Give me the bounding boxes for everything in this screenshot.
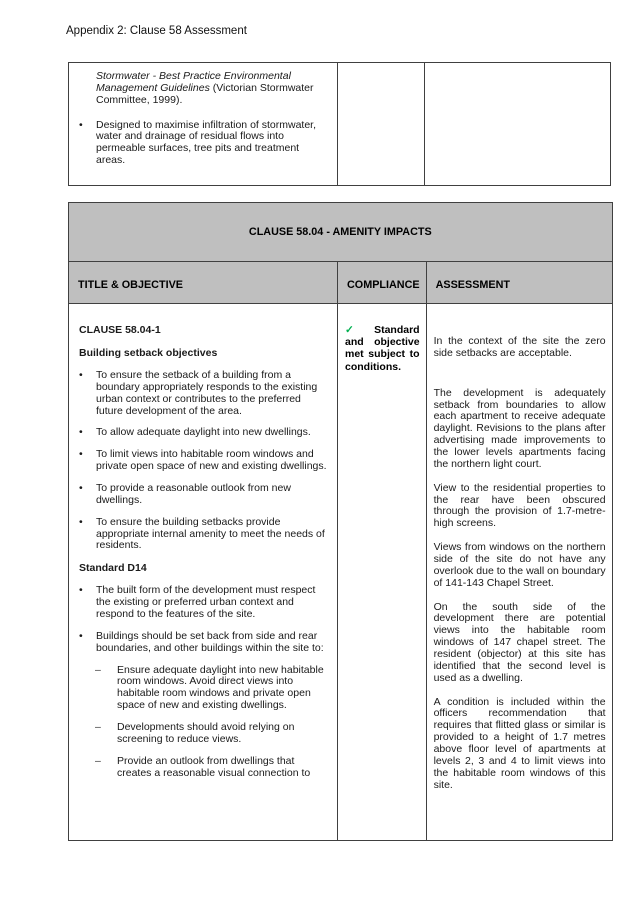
table-header-row bbox=[69, 262, 613, 304]
citation-title: Stormwater - Best Practice Environmental Management Guidelines bbox=[96, 70, 291, 94]
objective-text: To ensure the building setbacks provide appropriate internal amenity to meet the needs of residents. bbox=[96, 515, 325, 552]
list-item-text: Designed to maximise infiltration of stormwater, water and drainage of residual flows into permeable surfaces, tree pits and treatment areas. bbox=[96, 118, 317, 167]
standard-subitem bbox=[95, 722, 327, 746]
dash-marker: – bbox=[95, 721, 101, 734]
list-item bbox=[79, 120, 327, 167]
standard-text: Buildings should be set back from side and rear boundaries, and other buildings within the site to: bbox=[96, 629, 324, 654]
assessment-paragraph: In the context of the site the zero side setbacks are acceptable. bbox=[433, 335, 606, 359]
standard-item bbox=[79, 631, 327, 655]
clause-subheading: Building setback objectives bbox=[79, 347, 218, 359]
stormwater-table bbox=[68, 62, 611, 186]
objective-text: To allow adequate daylight into new dwellings. bbox=[96, 426, 311, 439]
clause-5804-table bbox=[68, 202, 613, 841]
standard-text: The built form of the development must respect the existing or preferred urban context and respond to the features of the site. bbox=[96, 584, 316, 621]
bullet-marker: • bbox=[79, 584, 83, 597]
assessment-paragraph: The development is adequately setback from boundaries to allow each apartment to receive adequate daylight. Revisions to the plans after advertising made improvements to the lower levels apartments facing the northern light court. bbox=[433, 386, 606, 470]
table-caption-row bbox=[69, 203, 613, 262]
standard-subtext: Ensure adequate daylight into new habitable room windows. Avoid direct views into habitable room windows and private open space of new and existing dwellings. bbox=[117, 663, 324, 712]
objective-item bbox=[79, 517, 327, 553]
bullet-marker: • bbox=[79, 482, 83, 495]
assessment-paragraph: A condition is included within the officers recommendation that requires that flitted glass or similar is provided to a height of 1.7 metres above floor level of apartments at levels 2, 3 and 4 to limit views into the habitable room windows of this site. bbox=[433, 695, 606, 791]
compliance-statement bbox=[345, 324, 420, 373]
compliance-text: Standard and objective met subject to conditions. bbox=[345, 324, 420, 373]
assessment-cell bbox=[426, 304, 612, 841]
bullet-marker: • bbox=[79, 118, 83, 131]
bullet-marker: • bbox=[79, 448, 83, 461]
table-caption-cell bbox=[69, 203, 613, 262]
column-header-compliance: COMPLIANCE bbox=[338, 262, 427, 304]
page-title: Appendix 2: Clause 58 Assessment bbox=[66, 25, 247, 37]
objective-item bbox=[79, 427, 327, 439]
bullet-marker: • bbox=[79, 426, 83, 439]
title-objective-cell bbox=[69, 304, 338, 841]
standard-subtext: Provide an outlook from dwellings that creates a reasonable visual connection to bbox=[117, 754, 311, 779]
standard-subtext: Developments should avoid relying on screening to reduce views. bbox=[117, 721, 295, 745]
column-header-assessment: ASSESSMENT bbox=[426, 262, 612, 304]
table-title: CLAUSE 58.04 - AMENITY IMPACTS bbox=[248, 226, 432, 238]
assessment-paragraph: View to the residential properties to the rear have been obscured through the provision of 1.7-metre-high screens. bbox=[433, 481, 606, 530]
dash-marker: – bbox=[95, 754, 101, 767]
assessment-paragraph: On the south side of the development there are potential views into the habitable room windows of 147 chapel street. The resident (objector) at this site has identified that the second level is used as a dwelling. bbox=[433, 600, 606, 684]
standard-subitem bbox=[95, 665, 327, 712]
standard-item bbox=[79, 585, 327, 621]
table-row bbox=[69, 63, 611, 186]
stormwater-assessment-cell bbox=[425, 63, 611, 186]
standard-heading: Standard D14 bbox=[79, 562, 147, 575]
objective-text: To provide a reasonable outlook from new dwellings. bbox=[96, 482, 291, 506]
objective-text: To ensure the setback of a building from a boundary appropriately responds to the existing urban context or contributes to the preferred future development of the area. bbox=[96, 369, 318, 417]
column-header-title-objective: TITLE & OBJECTIVE bbox=[69, 262, 338, 304]
citation-text bbox=[79, 71, 327, 107]
standard-subitem bbox=[95, 756, 327, 780]
objective-item bbox=[79, 449, 327, 473]
bullet-marker: • bbox=[79, 629, 83, 642]
table-body-row bbox=[69, 304, 613, 841]
stormwater-objective-cell bbox=[69, 63, 338, 186]
bullet-marker: • bbox=[79, 369, 83, 381]
objective-item bbox=[79, 483, 327, 507]
clause-heading: CLAUSE 58.04-1 bbox=[79, 324, 161, 336]
compliance-cell bbox=[338, 304, 427, 841]
objective-text: To limit views into habitable room windows and private open space of new and existing dwellings. bbox=[96, 448, 327, 473]
check-icon: ✓ bbox=[345, 324, 363, 336]
citation-source: (Victorian Stormwater Committee, 1999). bbox=[96, 81, 314, 106]
stormwater-compliance-cell bbox=[338, 63, 425, 186]
objective-item bbox=[79, 370, 327, 417]
assessment-paragraph: Views from windows on the northern side of the site do not have any overlook due to the wall on boundary of 141-143 Chapel Street. bbox=[433, 541, 606, 589]
bullet-marker: • bbox=[79, 515, 83, 528]
dash-marker: – bbox=[95, 663, 101, 676]
